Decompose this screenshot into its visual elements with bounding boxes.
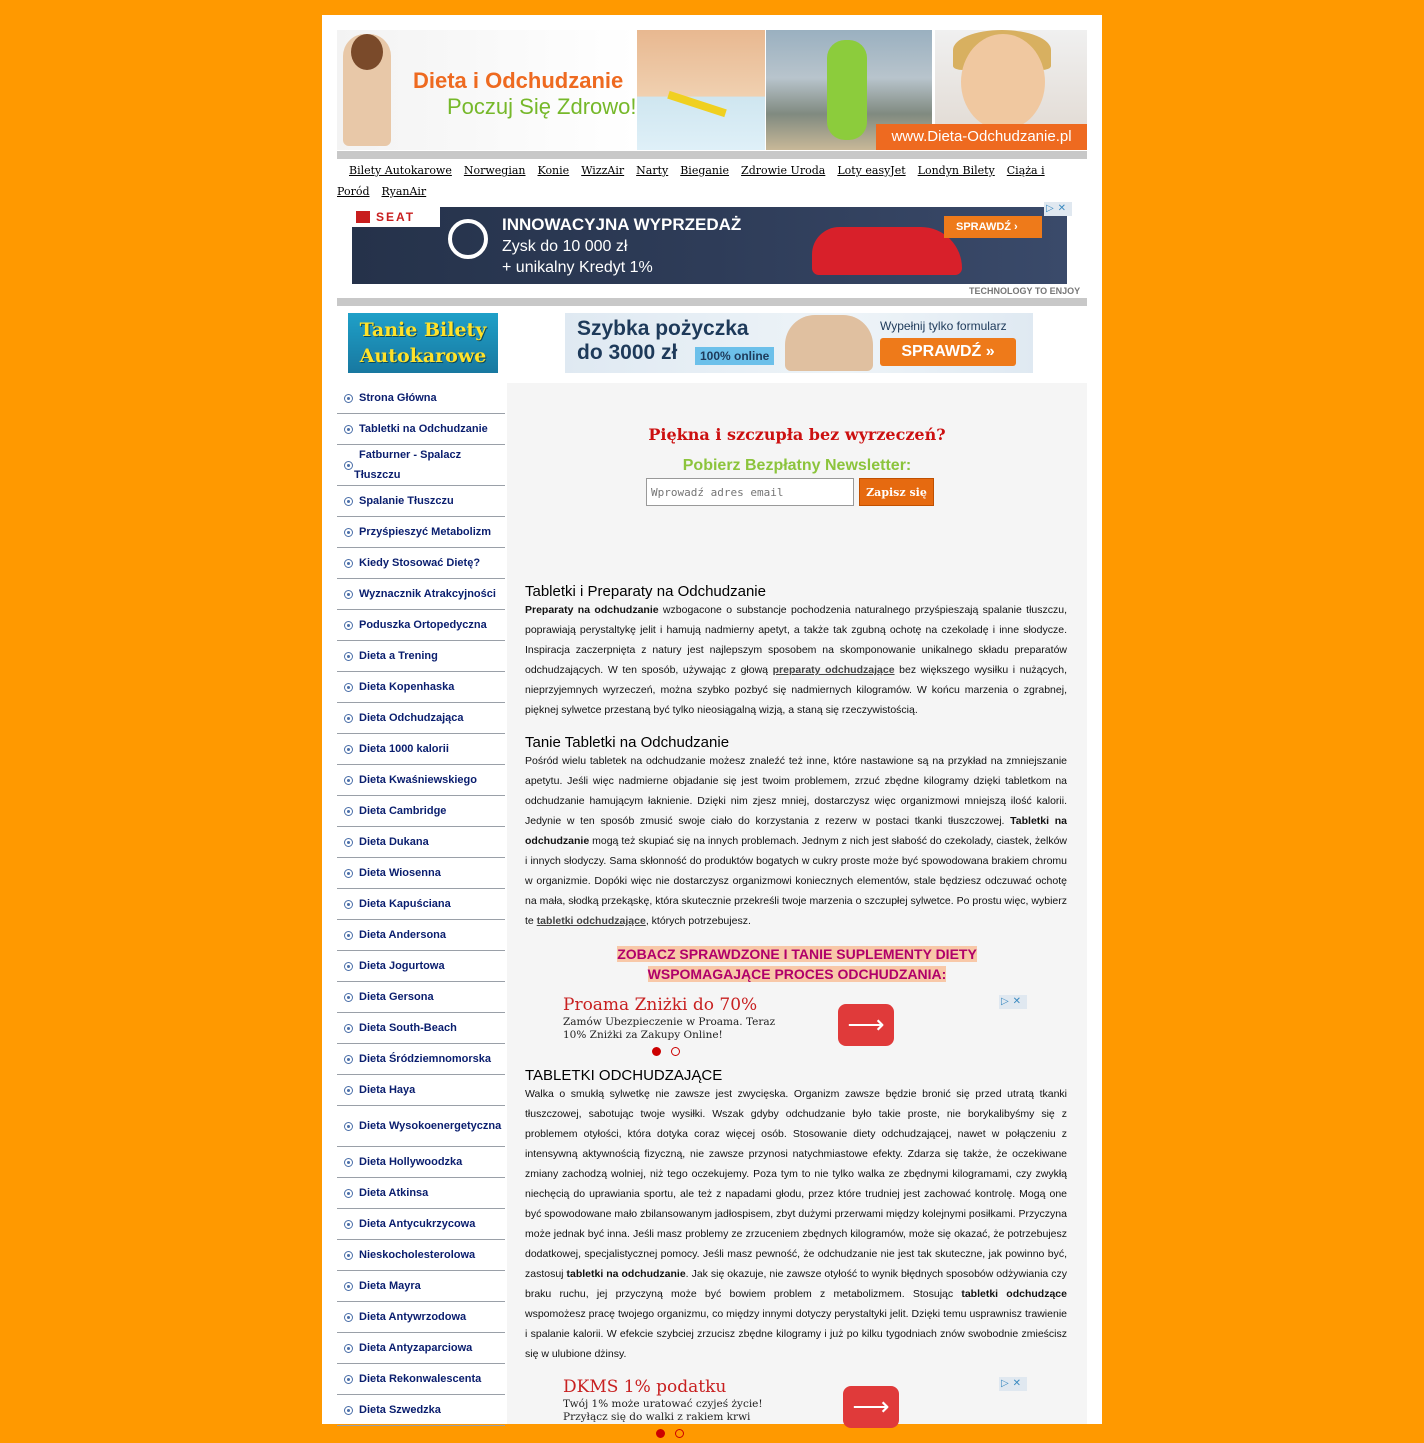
seat-ad-tagline: TECHNOLOGY TO ENJOY xyxy=(969,286,1081,296)
bullet-icon xyxy=(344,1251,353,1260)
adchoices-icon[interactable]: ▷✕ xyxy=(1045,203,1071,214)
carousel-dot[interactable] xyxy=(671,1047,680,1056)
section-title: TABLETKI ODCHUDZAJĄCE xyxy=(525,1067,723,1084)
section-tabletki-odchudzajace xyxy=(525,1067,1067,1364)
sidebar-item-jogurtowa[interactable]: Dieta Jogurtowa xyxy=(337,951,505,982)
bullet-icon xyxy=(344,745,353,754)
site-header-banner[interactable] xyxy=(337,30,1087,150)
subscribe-button[interactable]: Zapisz się xyxy=(859,478,934,506)
bullet-icon xyxy=(344,1086,353,1095)
nav-link-bilety-autokarowe[interactable]: Bilety Autokarowe xyxy=(349,164,452,177)
couple-image xyxy=(785,315,873,371)
bullet-icon xyxy=(344,962,353,971)
adchoices-icon[interactable]: ▷✕ xyxy=(1000,1378,1026,1389)
bold-keyword: tabletki odchudzące xyxy=(961,1288,1067,1300)
bullet-icon xyxy=(344,807,353,816)
ad-title[interactable]: DKMS 1% podatku xyxy=(563,1377,727,1397)
sidebar-item-poduszka[interactable]: Poduszka Ortopedyczna xyxy=(337,610,505,641)
nav-link-loty-easyjet[interactable]: Loty easyJet xyxy=(837,164,906,177)
lightbulb-icon xyxy=(448,219,488,259)
sidebar-item-szwedzka[interactable]: Dieta Szwedzka xyxy=(337,1395,505,1426)
loan-banner-ad[interactable] xyxy=(565,313,1033,373)
bullet-icon xyxy=(344,461,353,470)
bold-keyword: tabletki na odchudzanie xyxy=(566,1268,686,1280)
loan-ad-line1: Szybka pożyczka xyxy=(577,317,749,340)
sidebar-item-kwasniewskiego[interactable]: Dieta Kwaśniewskiego xyxy=(337,765,505,796)
nav-link-zdrowie-uroda[interactable]: Zdrowie Uroda xyxy=(741,164,826,177)
loan-ad-note: Wypełnij tylko formularz xyxy=(880,319,1007,333)
carousel-dot[interactable] xyxy=(675,1429,684,1438)
adchoices-icon[interactable]: ▷✕ xyxy=(1000,996,1026,1007)
banner-line2: Autokarowe xyxy=(359,345,487,367)
section-paragraph: Preparaty na odchudzanie wzbogacone o substancje pochodzenia naturalnego przyśpieszają spalanie tłuszczu, poprawiają perystaltykę jelit i hamują nadmierny apetyt, a także tak zgubną ochotę na czekoladę i inne słodycze. Inspiracja zaczerpnięta z natury jest najlepszym sposobem na skomponowanie unikalnego składu preparatów odchudzających. W ten sposób, używając z głową preparaty odchudzające bez większego wysiłku i nużących, nieprzyjemnych wyrzeczeń, można szybko pozbyć się nadmiernych kilogramów. W końcu marzenia o zgrabnej, pięknej sylwetce przestaną być tylko nieosiągalną wizją, a staną się rzeczywistością. xyxy=(525,604,1067,716)
sidebar-menu xyxy=(337,383,505,1426)
bullet-icon xyxy=(344,425,353,434)
red-car-image xyxy=(812,227,962,275)
bullet-icon xyxy=(344,683,353,692)
divider-bar xyxy=(337,298,1087,306)
nav-link-narty[interactable]: Narty xyxy=(636,164,669,177)
sidebar-item-mayra[interactable]: Dieta Mayra xyxy=(337,1271,505,1302)
nav-link-norwegian[interactable]: Norwegian xyxy=(463,164,526,177)
sidebar-item-metabolizm[interactable]: Przyśpieszyć Metabolizm xyxy=(337,517,505,548)
promo-line2: WSPOMAGAJĄCE PROCES ODCHUDZANIA: xyxy=(647,966,947,982)
sidebar-item-haya[interactable]: Dieta Haya xyxy=(337,1075,505,1106)
sidebar-item-wysokoenergetyczna[interactable]: Dieta Wysokoenergetyczna xyxy=(337,1106,505,1147)
promo-line1: ZOBACZ SPRAWDZONE I TANIE SUPLEMENTY DIETY xyxy=(617,946,977,962)
bullet-icon xyxy=(344,1282,353,1291)
seat-ad-cta-button[interactable]: SPRAWDŹ › xyxy=(944,216,1042,238)
sidebar-item-tabletki[interactable]: Tabletki na Odchudzanie xyxy=(337,414,505,445)
bullet-icon xyxy=(344,652,353,661)
loan-ad-badge: 100% online xyxy=(695,347,774,365)
tanie-bilety-banner[interactable] xyxy=(348,313,498,373)
divider-bar xyxy=(337,151,1087,159)
header-face-image xyxy=(961,34,1045,130)
bullet-icon xyxy=(344,497,353,506)
carousel-dot-active[interactable] xyxy=(656,1429,665,1438)
bullet-icon xyxy=(344,776,353,785)
page-container xyxy=(322,15,1102,1424)
bullet-icon xyxy=(344,528,353,537)
section-paragraph: Pośród wielu tabletek na odchudzanie możesz znaleźć też inne, które nastawione są na przykład na zmniejszanie apetytu. Jeśli więc nadmierne objadanie się jest twoim problemem, zrzuć zbędne kilogramy dzięki tabletkom na odchudzanie hamującym łaknienie. Dzięki nim zjesz mniej, dostarczysz więc organizmowi mniejszą ilość kalorii. Jedynie w ten sposób zmusić swoje ciało do korzystania z rezerw w postaci tkanki tłuszczowej. Tabletki na odchudzanie mogą też skupiać się na innych problemach. Jednym z nich jest słabość do czekolady, ciastek, żelków i innych słodyczy. Sama skłonność do produktów bogatych w cukry proste może być spowodowana brakiem chromu w organizmie. Dopóki więc nie dostarczysz organizmowi koniecznych elementów, stale będziesz odczuwać ochotę na mała, słodką przekąskę, która skutecznie przekreśli twoje marzenia o szczupłej sylwetce. Po prostu więc, wybierz te tabletki odchudzające, których potrzebujesz. xyxy=(525,755,1067,927)
nav-link-ryanair[interactable]: RyanAir xyxy=(381,185,427,198)
bullet-icon xyxy=(344,869,353,878)
carousel-dots xyxy=(656,1425,694,1443)
sidebar-item-gersona[interactable]: Dieta Gersona xyxy=(337,982,505,1013)
section-paragraph: Walka o smukłą sylwetkę nie zawsze jest zwycięska. Organizm zawsze będzie bronić się przed utratą tkanki tłuszczowej, sabotując twoje wysiłki. Wszak gdyby odchudzanie było takie proste, nie borykalibyśmy się z problemem otyłości, która dotyka coraz więcej osób. Stosowanie diety odchudzającej, nawet w połączeniu z intensywną aktywnością fizyczną, nie zawsze przynosi natychmiastowe efekty. Zdarza się także, że oczekiwane zmiany zachodzą wolniej, niż tego oczekujemy. Poza tym to nie tylko walka ze zbędnymi kilogramami, czy zwykłą niechęcią do uprawiania sportu, ale też z napadami głodu, przez które trudniej jest zachować kontrolę. Mogą one być spowodowane mało zbilansowanym jadłospisem, zbyt dużymi przerwami między kolejnymi posiłkami. Przyczyna może jednak być inna. Jeśli masz problemy ze zrzuceniem zbędnych kilogramów, może się okazać, że potrzebujesz dodatkowej, specjalistycznej pomocy. Jeśli masz pewność, że odchudzanie nie jest tak skuteczne, jak powinno być, zastosuj tabletki na odchudzanie. Jak się okazuje, nie zawsze otyłość to wynik błędnych sposobów odżywiania czy braku ruchu, jej przyczyną może być bowiem problem z metabolizmem. Stosując tabletki odchudzące wspomożesz pracę twojego organizmu, co między innymi dotyczy perystaltyki jelit. Dzięki temu usprawnisz trawienie i spalanie kalorii. W efekcie szybciej zrzucisz zbędne kilogramy i już po kilku tygodniach znów swobodnie zmieścisz się w ulubione dżinsy. xyxy=(525,1088,1067,1360)
section-tanie-tabletki xyxy=(525,734,1067,931)
header-runner-image xyxy=(827,40,867,140)
header-slogan: Poczuj Się Zdrowo! xyxy=(447,94,637,119)
sidebar-item-cambridge[interactable]: Dieta Cambridge xyxy=(337,796,505,827)
sidebar-item-odchudzajaca[interactable]: Dieta Odchudzająca xyxy=(337,703,505,734)
bullet-icon xyxy=(344,931,353,940)
sidebar-item-atkinsa[interactable]: Dieta Atkinsa xyxy=(337,1178,505,1209)
bullet-icon xyxy=(344,1158,353,1167)
nav-link-londyn-bilety[interactable]: Londyn Bilety xyxy=(917,164,995,177)
left-sidebar xyxy=(337,307,505,1424)
proama-ad[interactable] xyxy=(563,995,1033,1055)
main-content xyxy=(507,307,1087,1424)
nav-link-wizzair[interactable]: WizzAir xyxy=(581,164,625,177)
sidebar-item-srodziemnomorska[interactable]: Dieta Śródziemnomorska xyxy=(337,1044,505,1075)
seat-logo: SEAT xyxy=(352,207,440,227)
bullet-icon xyxy=(344,1344,353,1353)
carousel-dot-active[interactable] xyxy=(652,1047,661,1056)
newsletter-subtitle: Pobierz Bezpłatny Newsletter: xyxy=(682,457,912,474)
sidebar-item-antywrzodowa[interactable]: Dieta Antywrzodowa xyxy=(337,1302,505,1333)
sidebar-item-south-beach[interactable]: Dieta South-Beach xyxy=(337,1013,505,1044)
arrow-right-icon[interactable]: ⟶ xyxy=(843,1386,899,1428)
sidebar-item-atrakcyjnosc[interactable]: Wyznacznik Atrakcyjności xyxy=(337,579,505,610)
dkms-ad[interactable] xyxy=(563,1377,1033,1437)
bullet-icon xyxy=(344,1375,353,1384)
loan-ad-cta-button[interactable]: SPRAWDŹ » xyxy=(880,338,1016,366)
bullet-icon xyxy=(344,1406,353,1415)
tabletki-link[interactable]: tabletki odchudzające xyxy=(536,915,646,927)
bullet-icon xyxy=(344,993,353,1002)
header-url: www.Dieta-Odchudzanie.pl xyxy=(876,124,1087,150)
seat-ad-headline: INNOWACYJNA WYPRZEDAŻ xyxy=(502,215,742,234)
bullet-icon xyxy=(344,1122,353,1131)
newsletter-question: Piękna i szczupła bez wyrzeczeń? xyxy=(648,425,946,444)
sidebar-item-antyzaparciowa[interactable]: Dieta Antyzaparciowa xyxy=(337,1333,505,1364)
ad-desc-line2: 10% Zniżki za Zakupy Online! xyxy=(563,1029,723,1041)
nav-link-ciaza-i[interactable]: Ciąża i xyxy=(1006,164,1045,177)
bullet-icon xyxy=(344,559,353,568)
sidebar-item-kiedy-diete[interactable]: Kiedy Stosować Dietę? xyxy=(337,548,505,579)
bullet-icon xyxy=(344,900,353,909)
ad-desc-line2: Przyłącz się do walki z rakiem krwi xyxy=(563,1411,751,1423)
sidebar-item-andersona[interactable]: Dieta Andersona xyxy=(337,920,505,951)
sidebar-item-hollywoodzka[interactable]: Dieta Hollywoodzka xyxy=(337,1147,505,1178)
bold-keyword: Preparaty na odchudzanie xyxy=(525,604,659,616)
sidebar-item-kapusciana[interactable]: Dieta Kapuściana xyxy=(337,889,505,920)
bullet-icon xyxy=(344,714,353,723)
sidebar-item-spalanie[interactable]: Spalanie Tłuszczu xyxy=(337,486,505,517)
bullet-icon xyxy=(344,1189,353,1198)
header-woman-image xyxy=(343,34,391,146)
bullet-icon xyxy=(344,1024,353,1033)
header-title: Dieta i Odchudzanie xyxy=(413,68,624,93)
section-title: Tanie Tabletki na Odchudzanie xyxy=(525,734,730,751)
arrow-right-icon[interactable]: ⟶ xyxy=(838,1004,894,1046)
ad-desc-line1: Twój 1% może uratować czyjeś życie! xyxy=(563,1398,763,1410)
ad-title[interactable]: Proama Zniżki do 70% xyxy=(563,995,758,1015)
email-field[interactable] xyxy=(646,478,854,506)
promo-heading xyxy=(507,944,1087,984)
bullet-icon xyxy=(344,1055,353,1064)
banner-line1: Tanie Bilety xyxy=(359,319,487,341)
seat-banner-ad[interactable] xyxy=(352,202,1081,296)
bullet-icon xyxy=(344,1313,353,1322)
seat-ad-line3: + unikalny Kredyt 1% xyxy=(502,259,653,276)
top-navigation xyxy=(337,160,1087,202)
sidebar-item-fatburner[interactable]: Fatburner - Spalacz Tłuszczu xyxy=(337,445,505,486)
seat-ad-line2: Zysk do 10 000 zł xyxy=(502,238,628,255)
carousel-dots xyxy=(652,1043,690,1061)
bullet-icon xyxy=(344,394,353,403)
bold-keyword: Tabletki na odchudzanie xyxy=(525,815,1067,847)
nav-link-bieganie[interactable]: Bieganie xyxy=(680,164,730,177)
sidebar-item-antycukrzycowa[interactable]: Dieta Antycukrzycowa xyxy=(337,1209,505,1240)
sidebar-item-rekonwalescenta[interactable]: Dieta Rekonwalescenta xyxy=(337,1364,505,1395)
sidebar-item-1000-kalorii[interactable]: Dieta 1000 kalorii xyxy=(337,734,505,765)
sidebar-item-wiosenna[interactable]: Dieta Wiosenna xyxy=(337,858,505,889)
bullet-icon xyxy=(344,590,353,599)
bullet-icon xyxy=(344,1220,353,1229)
sidebar-item-strona-glowna[interactable]: Strona Główna xyxy=(337,383,505,414)
preparaty-link[interactable]: preparaty odchudzające xyxy=(772,664,895,676)
loan-ad-line2: do 3000 zł xyxy=(577,341,678,364)
header-waist-image xyxy=(637,30,765,150)
sidebar-item-nieskocholesterolowa[interactable]: Nieskocholesterolowa xyxy=(337,1240,505,1271)
sidebar-item-trening[interactable]: Dieta a Trening xyxy=(337,641,505,672)
sidebar-item-dukana[interactable]: Dieta Dukana xyxy=(337,827,505,858)
sidebar-item-kopenhaska[interactable]: Dieta Kopenhaska xyxy=(337,672,505,703)
nav-link-konie[interactable]: Konie xyxy=(537,164,570,177)
nav-link-porod[interactable]: Poród xyxy=(337,185,370,198)
section-preparaty xyxy=(525,583,1067,720)
bullet-icon xyxy=(344,621,353,630)
section-title: Tabletki i Preparaty na Odchudzanie xyxy=(525,583,766,600)
bullet-icon xyxy=(344,838,353,847)
ad-desc-line1: Zamów Ubezpieczenie w Proama. Teraz xyxy=(563,1016,776,1028)
